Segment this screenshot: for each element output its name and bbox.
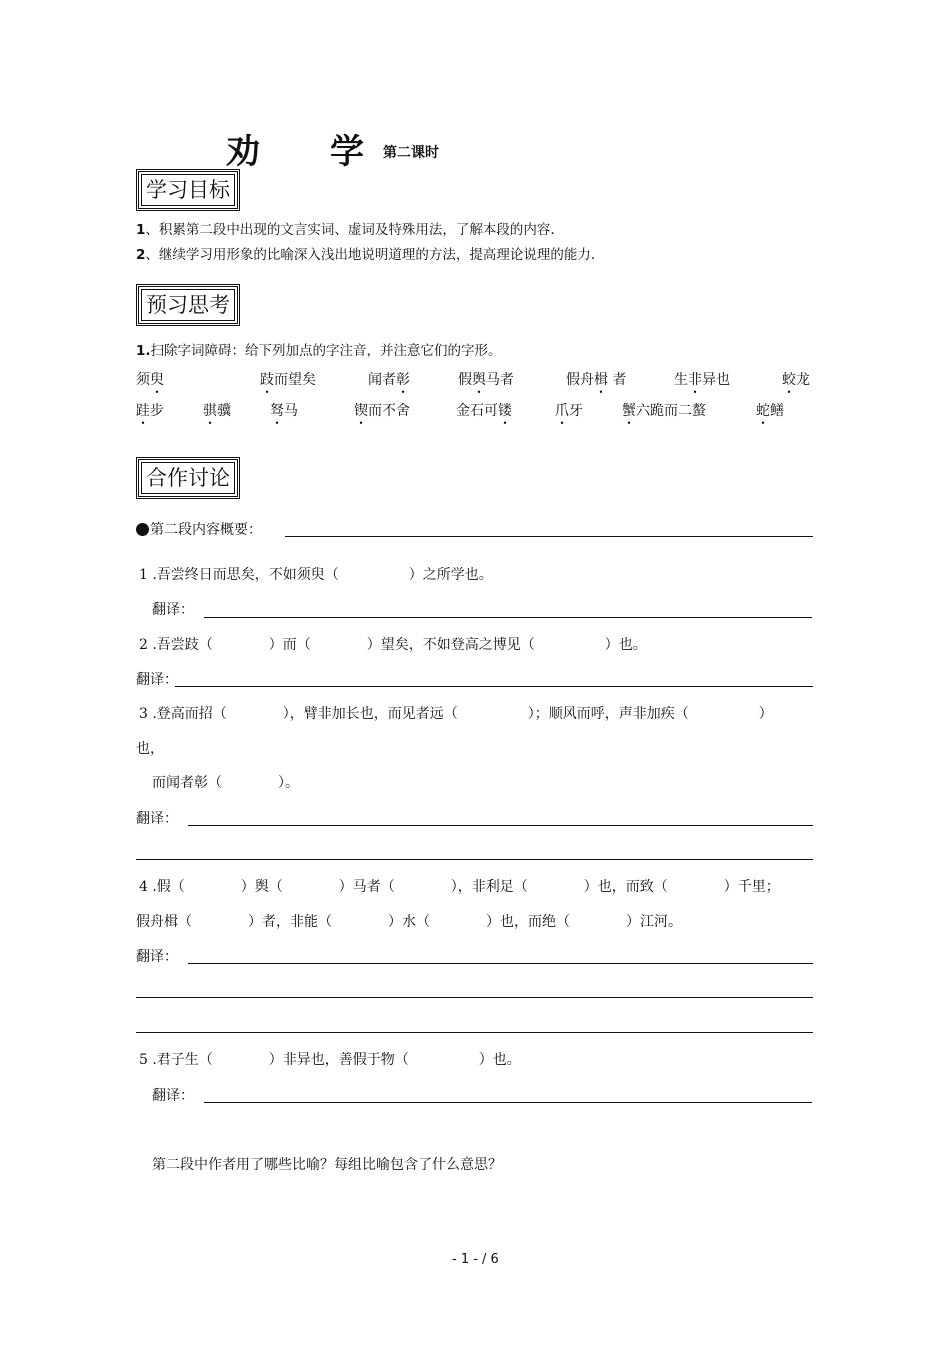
- question-4-line-1: 4 .假（ ）舆（ ）马者（ ），非利足（ ）也，而致（ ）千里；: [139, 879, 780, 895]
- final-question: 第二段中作者用了哪些比喻？每组比喻包含了什么意思？: [152, 1157, 502, 1173]
- preview-heading: 预习思考: [141, 289, 235, 321]
- vocab-item: 驽马: [270, 403, 298, 419]
- vocab-item: 蟹六跪而二螯: [622, 403, 706, 419]
- answer-line[interactable]: [188, 825, 813, 826]
- vocab-item: 假舟楫 者: [566, 372, 627, 388]
- translation-label: 翻译：: [136, 949, 178, 965]
- answer-line[interactable]: [175, 686, 813, 687]
- vocab-item: 锲而不舍: [354, 403, 410, 419]
- bullet-icon: [136, 523, 149, 536]
- translation-label: 翻译：: [152, 1088, 194, 1104]
- discussion-heading: 合作讨论: [141, 462, 235, 494]
- translation-label: 翻译：: [136, 811, 178, 827]
- question-3-line-2: 也，: [136, 741, 164, 757]
- page-number: - 1 - / 6: [452, 1252, 499, 1267]
- preview-instruction: [136, 339, 502, 359]
- goal-num: 2: [136, 247, 146, 263]
- title-char-2: 学: [330, 132, 366, 172]
- vocab-item: 闻者彰: [368, 372, 410, 388]
- question-4-line-2: 假舟楫（ ）者，非能（ ）水（ ）也，而绝（ ）江河。: [136, 914, 682, 930]
- answer-line[interactable]: [136, 1032, 813, 1033]
- goals-heading: 学习目标: [141, 174, 235, 206]
- preview-heading-box: [136, 284, 240, 326]
- goal-item-2: [136, 243, 595, 263]
- vocab-item: 蛟龙: [782, 372, 810, 388]
- instruction-num: 1.: [136, 343, 151, 359]
- question-5: 5 .君子生（ ）非异也，善假于物（ ）也。: [139, 1052, 521, 1068]
- translation-label: 翻译：: [152, 602, 194, 618]
- goal-text: 、继续学习用形象的比喻深入浅出地说明道理的方法，提高理论说理的能力.: [145, 247, 596, 263]
- summary-label: 第二段内容概要：: [136, 519, 262, 539]
- vocab-item: 跂而望矣: [260, 372, 316, 388]
- vocab-item: 爪牙: [555, 403, 583, 419]
- vocab-item: 生非异也: [674, 372, 730, 388]
- title-char-1: 劝: [226, 132, 262, 172]
- vocab-item: 跬步: [136, 403, 164, 419]
- answer-line[interactable]: [188, 963, 813, 964]
- answer-line[interactable]: [204, 1102, 812, 1103]
- question-2: 2 .吾尝跂（ ）而（ ）望矣，不如登高之博见（ ）也。: [139, 637, 647, 653]
- vocab-item: 须臾: [136, 372, 164, 388]
- translation-label: 翻译：: [136, 672, 178, 688]
- subtitle: 第二课时: [383, 145, 439, 161]
- instruction-text: 扫除字词障碍：给下列加点的字注音，并注意它们的字形。: [150, 343, 502, 359]
- question-3-line-3: 而闻者彰（ ）。: [152, 775, 299, 791]
- answer-line[interactable]: [136, 859, 813, 860]
- question-3-line-1: 3 .登高而招（ ），臂非加长也，而见者远（ ）；顺风而呼，声非加疾（ ）: [139, 706, 773, 722]
- vocab-item: 骐骥: [203, 403, 231, 419]
- vocab-item: 假舆马者: [458, 372, 514, 388]
- vocab-item: 金石可镂: [456, 403, 512, 419]
- vocab-item: 蛇鳝: [756, 403, 784, 419]
- question-1: 1 .吾尝终日而思矣，不如须臾（ ）之所学也。: [139, 567, 493, 583]
- goal-item-1: [136, 218, 555, 238]
- answer-line[interactable]: [204, 617, 812, 618]
- answer-line[interactable]: [136, 997, 813, 998]
- answer-line[interactable]: [285, 536, 813, 537]
- goals-heading-box: [136, 169, 240, 211]
- goal-num: 1: [136, 222, 146, 238]
- goal-text: 、积累第二段中出现的文言实词、虚词及特殊用法，了解本段的内容.: [145, 222, 555, 238]
- discussion-heading-box: [136, 457, 240, 499]
